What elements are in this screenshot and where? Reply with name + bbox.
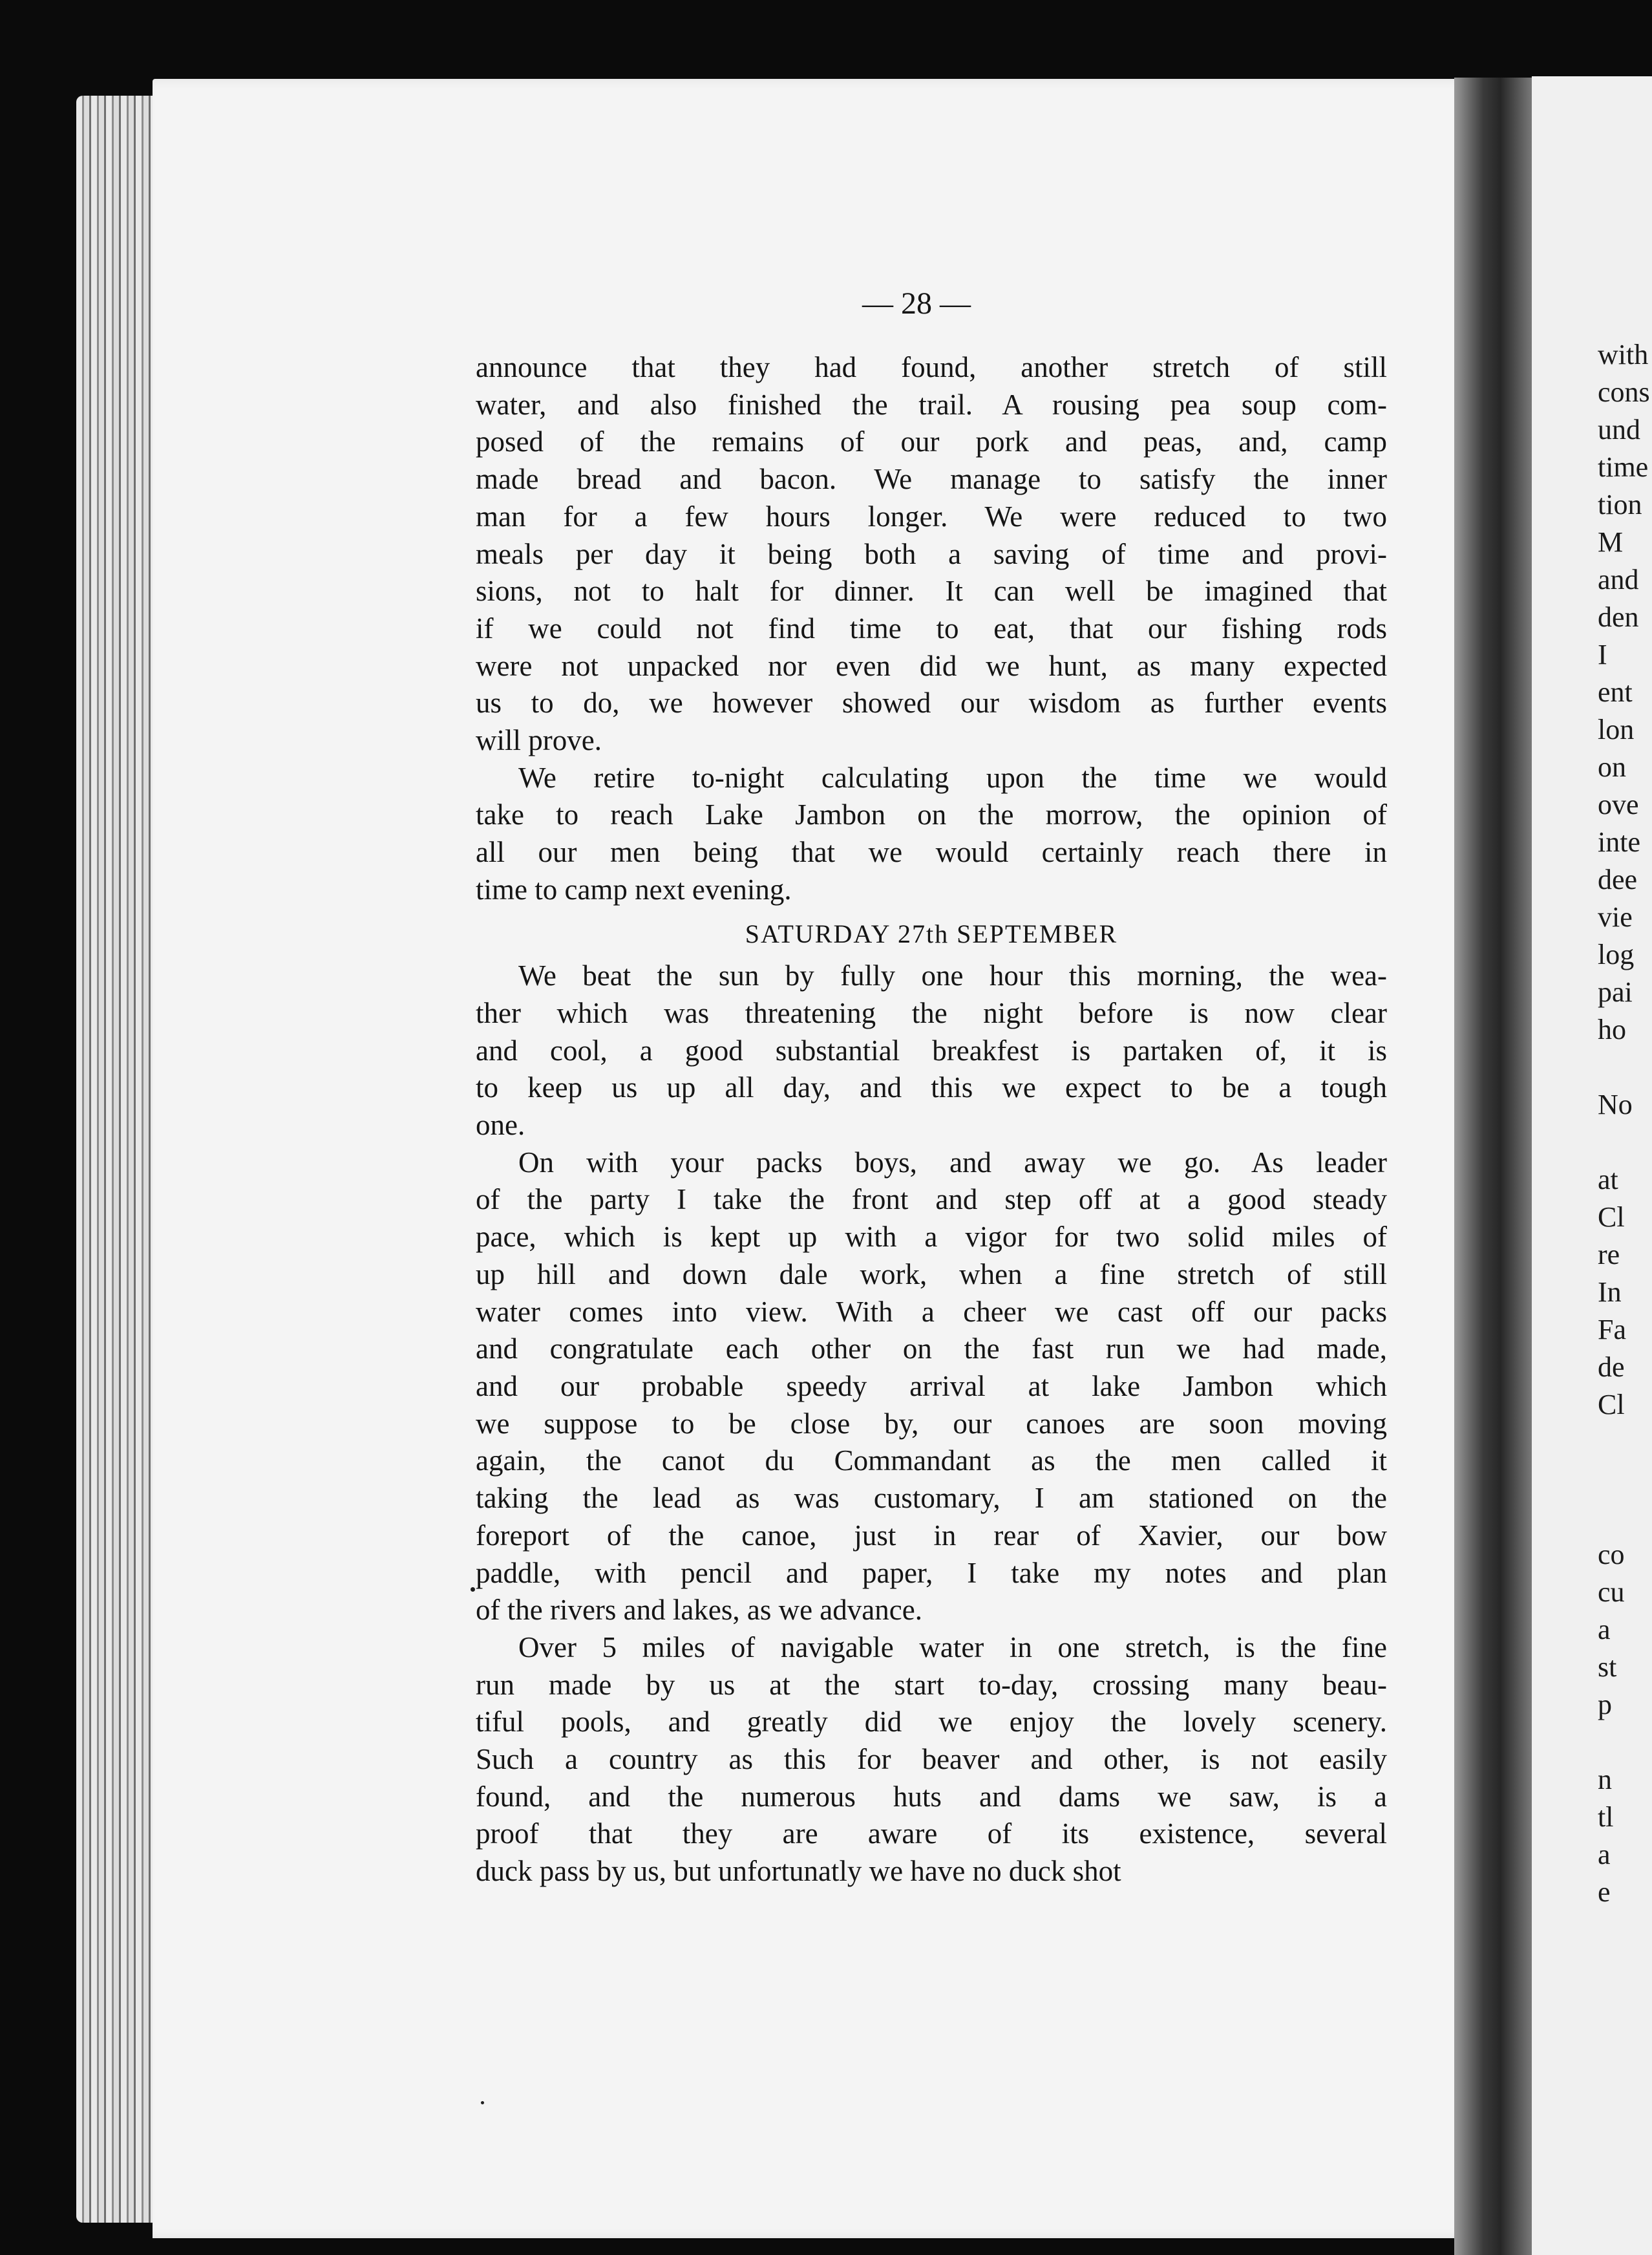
paragraph [476,1144,1387,1629]
text-line: man for a few hours longer. We were reduced to two [476,500,1387,533]
text-line: to keep us up all day, and this we expect to be a tough [476,1071,1387,1104]
page-text [476,349,1387,1890]
facing-text-fragment: tl [1598,1801,1614,1833]
text-line: run made by us at the start to-day, crossing many beau- [476,1668,1387,1701]
text-line: paddle, with pencil and paper, I take my notes and plan [476,1556,1387,1589]
section-heading: SATURDAY 27th SEPTEMBER [745,919,1118,948]
facing-text-fragment: on [1598,751,1626,783]
facing-text-fragment: Cl [1598,1389,1625,1420]
text-line: announce that they had found, another stretch of still [476,351,1387,383]
text-line: water comes into view. With a cheer we cast off our packs [476,1295,1387,1328]
facing-text-fragment: and [1598,564,1639,595]
text-line: We beat the sun by fully one hour this morning, the wea- [518,959,1387,992]
text-line: and cool, a good substantial breakfest is partaken of, it is [476,1034,1387,1067]
facing-text-fragment: ho [1598,1014,1626,1045]
facing-text-fragment: vie [1598,901,1633,933]
facing-text-fragment: tion [1598,489,1642,520]
facing-text-fragment: Fa [1598,1314,1626,1345]
text-line: take to reach Lake Jambon on the morrow, the opinion of [476,798,1387,831]
facing-text-fragment: time [1598,451,1649,483]
facing-text-fragment: p [1598,1689,1612,1720]
facing-text-fragment: st [1598,1651,1617,1683]
text-line: all our men being that we would certainly reach there in [476,836,1387,869]
book-gutter [1454,78,1538,2255]
text-line: we suppose to be close by, our canoes are soon moving [476,1407,1387,1440]
text-line: us to do, we however showed our wisdom as further events [476,687,1387,720]
text-line: pace, which is kept up with a vigor for two solid miles of [476,1221,1387,1254]
facing-text-fragment: Cl [1598,1201,1625,1233]
facing-text-fragment: n [1598,1764,1612,1795]
facing-text-fragment: cons [1598,376,1650,408]
text-line: foreport of the canoe, just in rear of Xavier, our bow [476,1519,1387,1552]
facing-text-fragment: lon [1598,714,1635,745]
text-line: and congratulate each other on the fast run we had made, [476,1332,1387,1365]
facing-text-fragment: a [1598,1614,1611,1645]
ink-speck [471,1587,475,1592]
text-line: were not unpacked nor even did we hunt, as many expected [476,649,1387,682]
text-line: taking the lead as was customary, I am stationed on the [476,1482,1387,1515]
ink-speck [481,2101,484,2104]
facing-text-fragment [1598,1049,1650,1086]
text-line: Over 5 miles of navigable water in one stretch, is the fine [518,1630,1387,1663]
text-line: meals per day it being both a saving of time and provi- [476,537,1387,570]
facing-text-fragment [1598,1424,1650,1461]
text-line: one. [476,1109,525,1142]
text-line: made bread and bacon. We manage to satisfy the inner [476,463,1387,496]
text-line: and our probable speedy arrival at lake Jambon which [476,1369,1387,1402]
text-line: ther which was threatening the night before is now clear [476,996,1387,1029]
paragraph [476,1629,1387,1890]
facing-text-fragment: e [1598,1876,1611,1908]
text-line: will prove. [476,724,602,757]
facing-text-fragment: und [1598,414,1640,445]
paragraph [476,957,1387,1144]
text-line: up hill and down dale work, when a fine stretch of still [476,1257,1387,1290]
facing-text-fragment: ove [1598,789,1639,820]
facing-text-fragment: inte [1598,826,1640,858]
facing-text-fragment: pai [1598,976,1633,1008]
text-line: On with your packs boys, and away we go. As leader [518,1146,1387,1179]
facing-text-fragment: dee [1598,864,1638,895]
facing-text-fragment: ent [1598,676,1633,708]
facing-text-fragment: de [1598,1351,1625,1383]
text-line: tiful pools, and greatly did we enjoy the lovely scenery. [476,1705,1387,1738]
facing-text-fragment [1598,1499,1650,1536]
facing-text-fragment [1598,1724,1650,1761]
facing-text-fragment: re [1598,1239,1620,1270]
text-line: water, and also finished the trail. A rousing pea soup com- [476,388,1387,421]
text-line: of the rivers and lakes, as we advance. [476,1594,922,1627]
text-line: posed of the remains of our pork and peas, and, camp [476,425,1387,458]
facing-text-fragment [1598,1461,1650,1499]
facing-text-fragment: I [1598,639,1607,670]
facing-text-fragment: a [1598,1839,1611,1870]
text-line: again, the canot du Commandant as the men called it [476,1444,1387,1477]
text-line: if we could not find time to eat, that our fishing rods [476,612,1387,645]
paragraph [476,349,1387,760]
facing-text-fragment: cu [1598,1576,1625,1608]
facing-text-fragment: with [1598,339,1649,370]
facing-text-fragment: In [1598,1276,1622,1308]
facing-text-fragment: co [1598,1539,1625,1570]
facing-text-fragment: No [1598,1089,1633,1120]
text-line: Such a country as this for beaver and other, is not easily [476,1743,1387,1776]
text-line: of the party I take the front and step off at a good steady [476,1183,1387,1216]
text-line: found, and the numerous huts and dams we saw, is a [476,1780,1387,1813]
facing-text-fragment: log [1598,939,1635,970]
page-number: — 28 — [862,286,971,321]
text-line: We retire to-night calculating upon the time we would [518,761,1387,794]
text-line: sions, not to halt for dinner. It can well be imagined that [476,575,1387,608]
facing-text-fragment: den [1598,601,1639,633]
facing-page-fragments [1598,336,1650,1911]
paragraph [476,760,1387,909]
facing-text-fragment: M [1598,526,1624,558]
facing-text-fragment: at [1598,1164,1618,1195]
text-line: proof that they are aware of its existence, several [476,1817,1387,1850]
text-line: time to camp next evening. [476,873,792,906]
text-line: duck pass by us, but unfortunatly we have no duck shot [476,1855,1121,1888]
facing-text-fragment [1598,1124,1650,1161]
